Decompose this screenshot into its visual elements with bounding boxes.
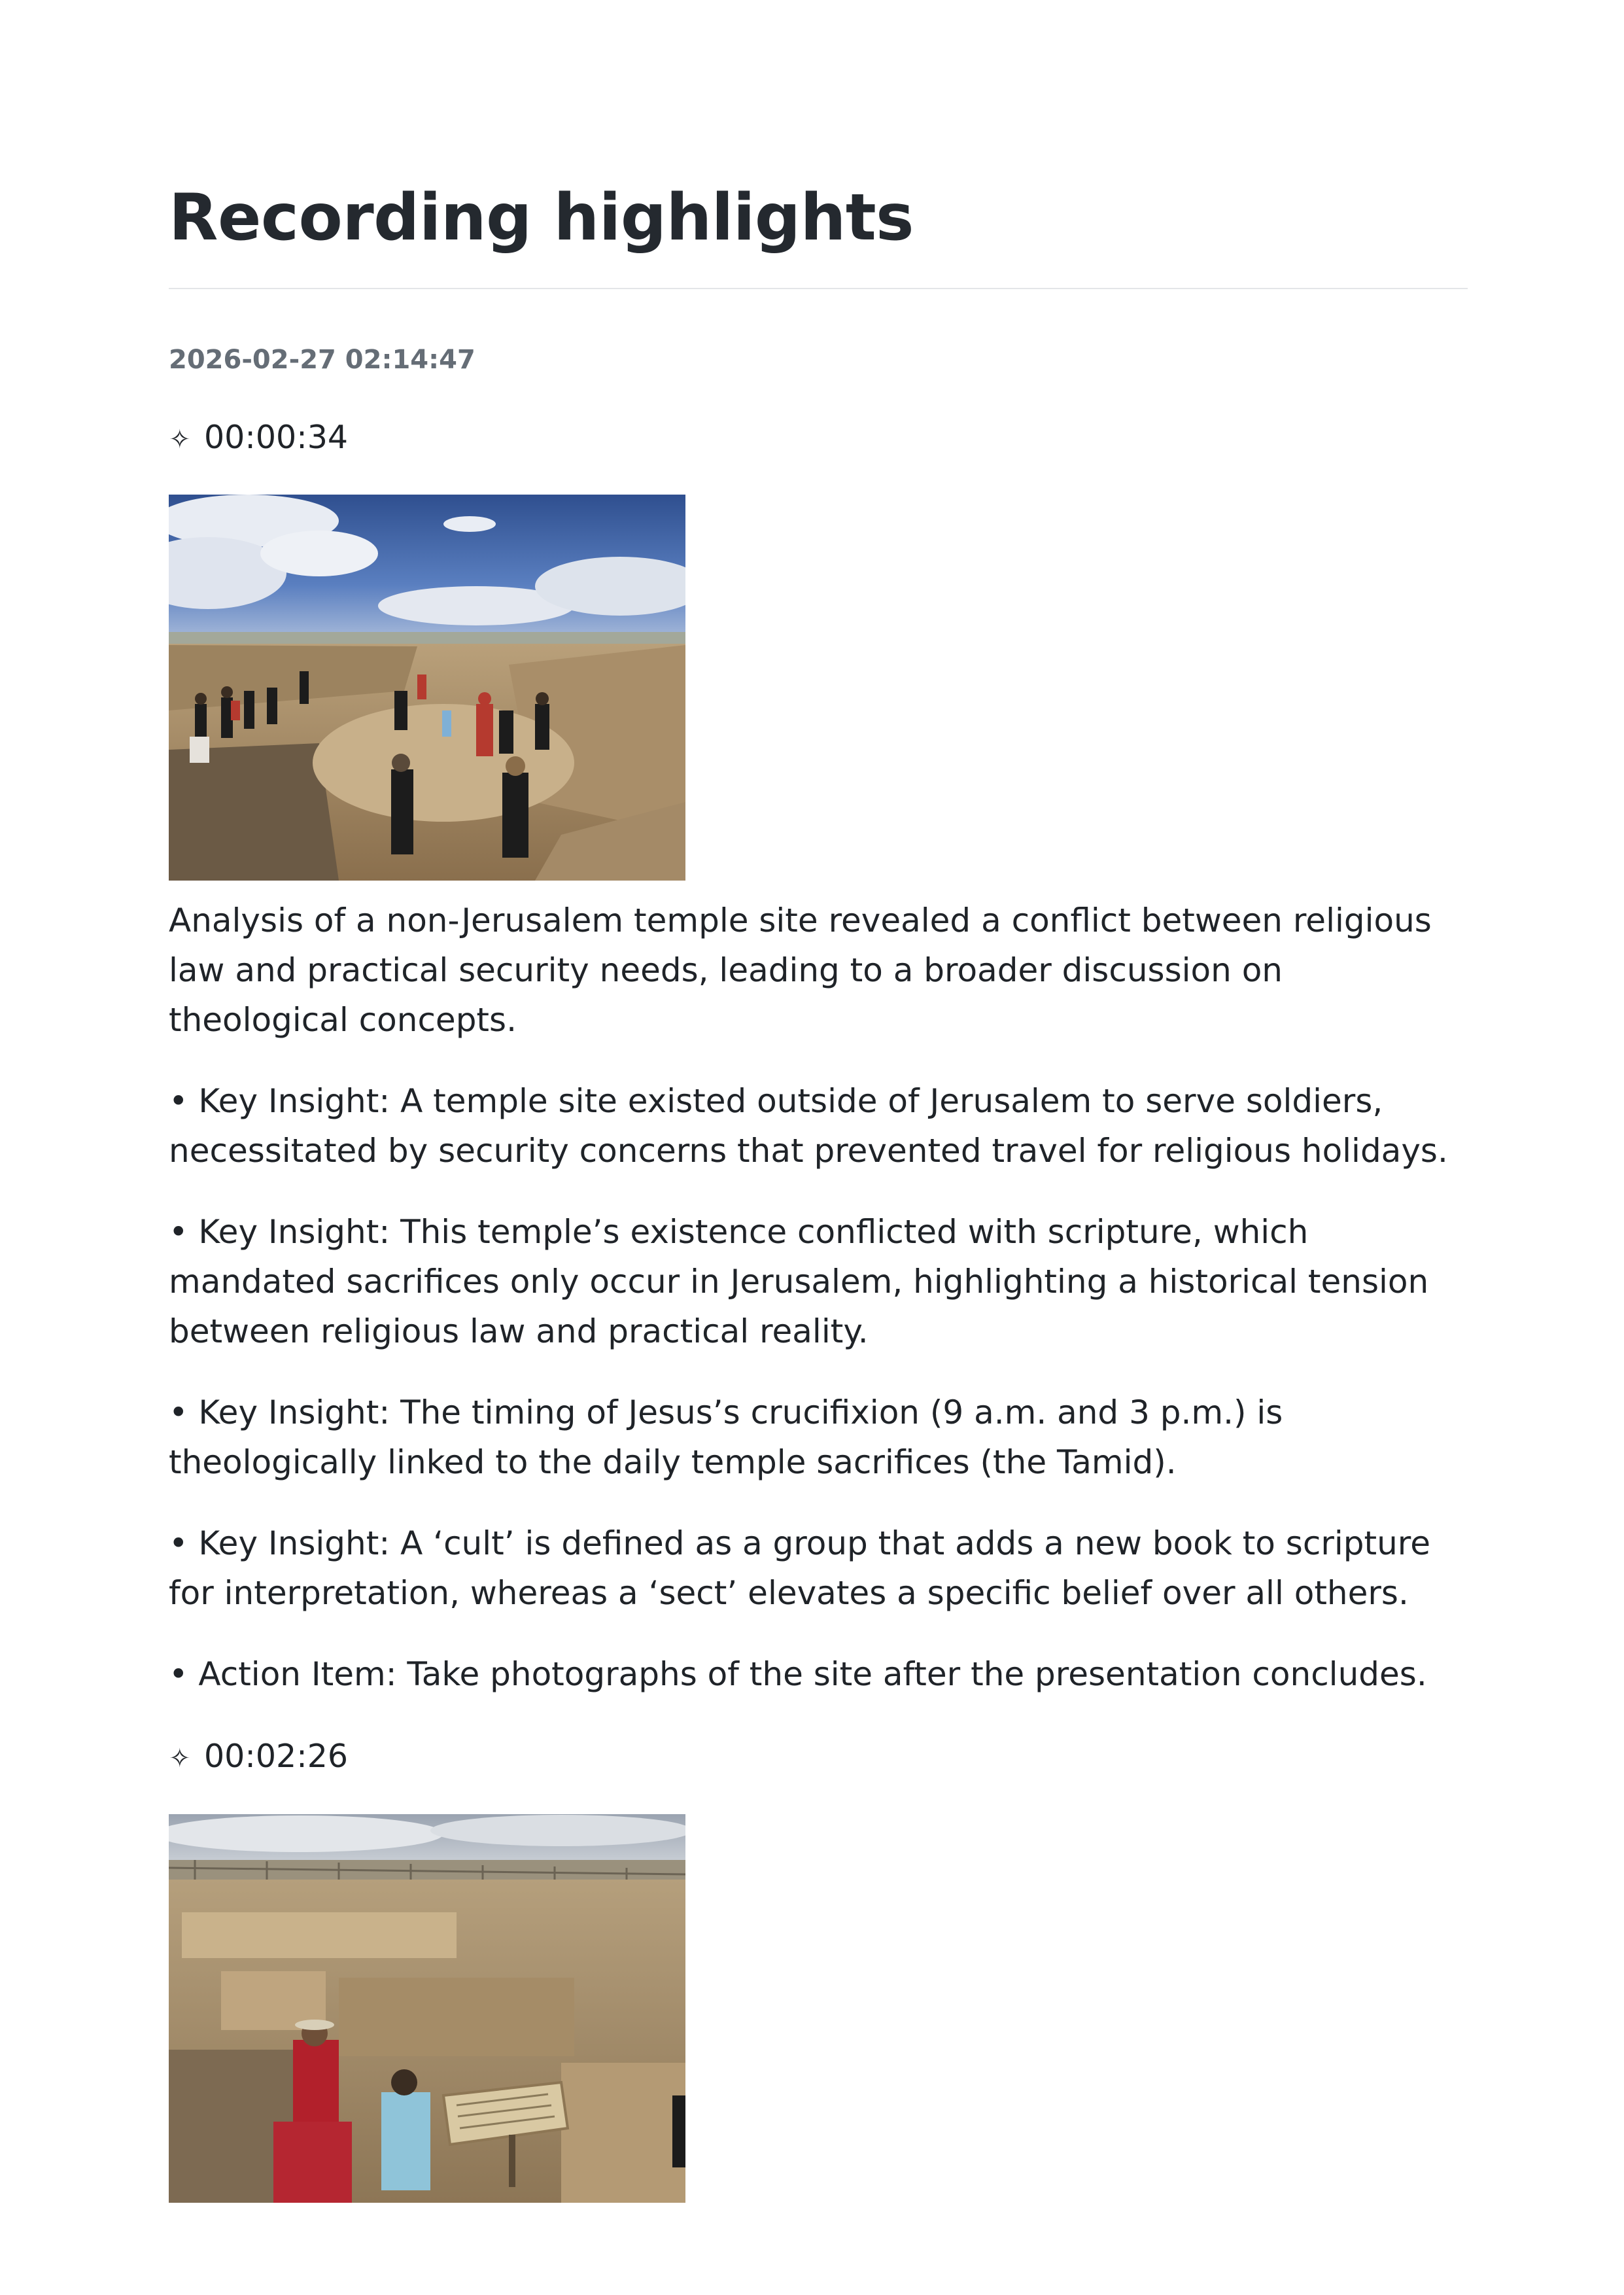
key-insight-bullet: • Key Insight: A temple site existed outside of Jerusalem to serve soldiers, necessitated by security concerns that prevented travel for religious holidays. bbox=[169, 1082, 1448, 1170]
segment-timestamp[interactable] bbox=[169, 1736, 348, 1779]
key-insight-bullet: • Key Insight: The timing of Jesus’s crucifixion (9 a.m. and 3 p.m.) is theologically linked to the daily temple sacrifices (the Tamid). bbox=[169, 1393, 1283, 1481]
action-item-bullet: • Action Item: Take photographs of the site after the presentation concludes. bbox=[169, 1655, 1427, 1693]
timestamp-label: 00:02:26 bbox=[204, 1738, 349, 1775]
segment-photo-ruins-sign bbox=[169, 1814, 685, 2203]
timestamp-label: 00:00:34 bbox=[204, 419, 349, 456]
sparkle-icon: ✧ bbox=[169, 1743, 191, 1774]
key-insight-bullet: • Key Insight: This temple’s existence conflicted with scripture, which mandated sacrifices only occur in Jerusalem, highlighting a historical tension between religious law and practical reality. bbox=[169, 1213, 1429, 1350]
sparkle-icon: ✧ bbox=[169, 425, 191, 455]
page-title: Recording highlights bbox=[169, 181, 914, 255]
recording-date: 2026-02-27 02:14:47 bbox=[169, 345, 475, 375]
segment-summary: Analysis of a non-Jerusalem temple site revealed a conflict between religious law and practical security needs, leading to a broader discussion on theological concepts. bbox=[169, 902, 1432, 1039]
segment-photo-excavation-group bbox=[169, 495, 685, 881]
key-insight-bullet: • Key Insight: A ‘cult’ is defined as a group that adds a new book to scripture for interpretation, whereas a ‘sect’ elevates a specific belief over all others. bbox=[169, 1524, 1431, 1612]
title-divider bbox=[169, 288, 1468, 289]
segment-timestamp[interactable] bbox=[169, 417, 348, 461]
